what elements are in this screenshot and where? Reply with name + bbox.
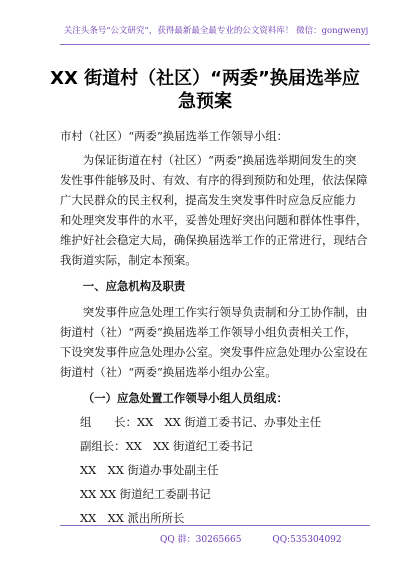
member-line: XX XX 派出所所长	[80, 511, 185, 525]
paragraph-line: 我街道实际，制定本预案。	[60, 253, 197, 267]
section-heading: 一、应急机构及职责	[82, 279, 186, 293]
paragraph-line: 发性事件能够及时、有效、有序的得到预防和处理，依法保障	[60, 173, 368, 187]
page-footer	[160, 532, 370, 545]
member-line: XX XX 街道纪工委副书记	[80, 487, 211, 501]
member-line: 副组长：XX XX 街道纪工委书记	[80, 439, 253, 453]
title-line-2: 急预案	[178, 91, 232, 112]
page-header: 关注头条号“公文研究”，获得最新最全最专业的公文资料库！ 微信：gongwenyj	[63, 26, 369, 36]
member-line: 组 长：XX XX 街道工委书记、办事处主任	[80, 415, 322, 429]
footer-divider	[60, 525, 370, 526]
paragraph-line: 广大民群众的民主权利，提高发生突发事件时应急反应能力	[60, 193, 357, 207]
paragraph-line: 突发事件应急处理工作实行领导负责制和分工协作制，由	[82, 305, 368, 319]
header-divider	[60, 44, 370, 45]
title-line-1: XX 街道村（社区）“两委”换届选举应	[50, 68, 360, 89]
paragraph-line: 维护好社会稳定大局，确保换届选举工作的正常进行，现结合	[60, 233, 368, 247]
document-title	[40, 67, 370, 113]
subsection-heading: （一）应急处置工作领导小组人员组成：	[82, 391, 288, 405]
paragraph-line: 为保证街道在村（社区）“两委”换届选举期间发生的突	[82, 153, 357, 167]
paragraph-line: 和处理突发事件的水平，妥善处理好突出问题和群体性事件，	[60, 213, 368, 227]
paragraph-line: 下设突发事件应急处理办公室。突发事件应急处理办公室设在	[60, 345, 368, 359]
qq-group-number: QQ 群：30265665	[160, 535, 242, 545]
paragraph-line: 街道村（社）“两委”换届选举小组办公室。	[60, 365, 277, 379]
salutation: 市村（社区）“两委”换届选举工作领导小组：	[60, 129, 289, 143]
member-line: XX XX 街道办事处副主任	[80, 463, 219, 477]
qq-number: QQ:535304092	[272, 535, 342, 545]
paragraph-line: 街道村（社）“两委”换届选举工作领导小组负责相关工作，	[60, 325, 357, 339]
